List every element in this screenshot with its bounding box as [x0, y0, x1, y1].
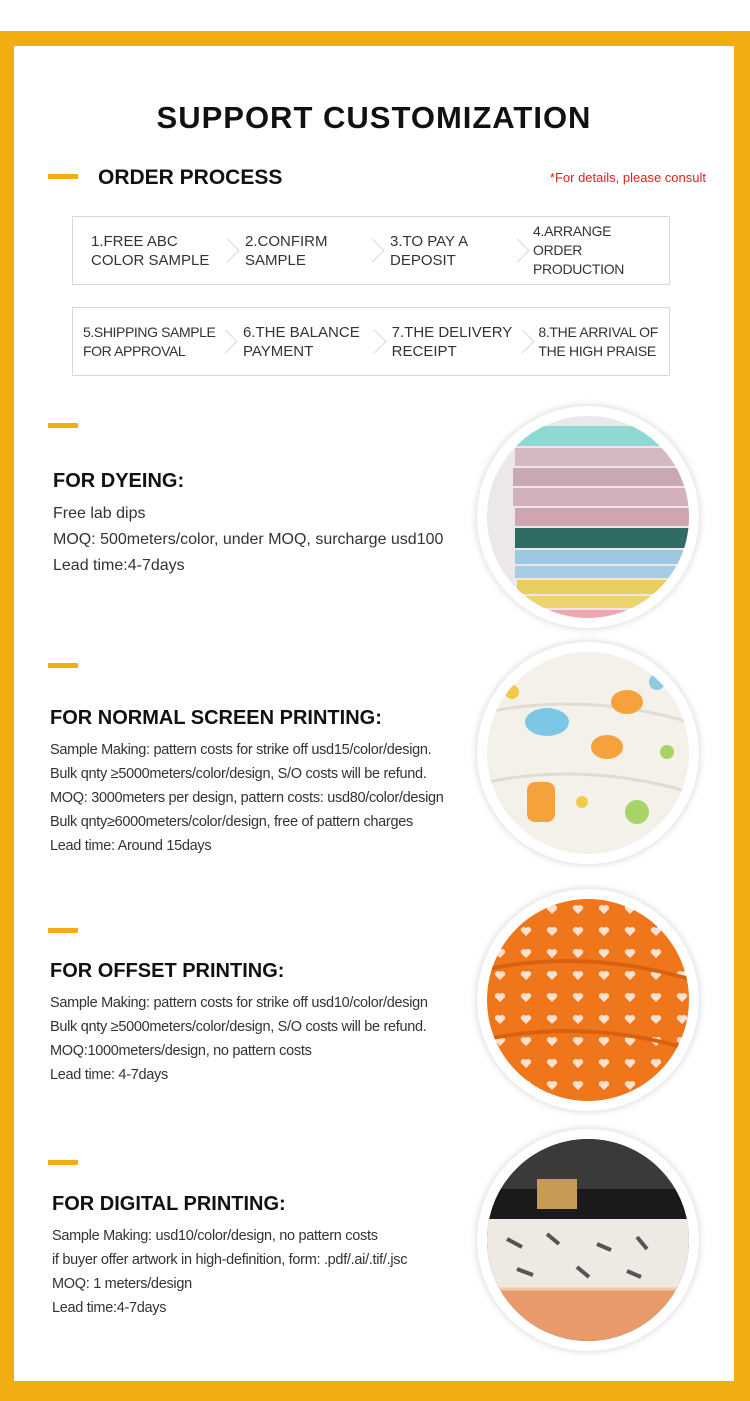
digital-printing-details: [52, 1224, 407, 1320]
offset-printing-title: FOR OFFSET PRINTING:: [50, 960, 285, 982]
detail-line: MOQ: 1 meters/design: [52, 1276, 192, 1292]
detail-line: Lead time:4-7days: [53, 557, 185, 574]
step-2: [227, 217, 372, 284]
page-frame: [0, 31, 750, 1401]
step-label: 4.ARRANGE ORDER PRODUCTION: [533, 223, 625, 277]
accent-bar: [48, 928, 78, 933]
detail-line: MOQ: 3000meters per design, pattern costs: usd80/color/design: [50, 790, 444, 806]
step-label: 3.TO PAY A DEPOSIT: [390, 232, 468, 269]
detail-line: Bulk qnty ≥5000meters/color/design, S/O costs will be refund.: [50, 766, 427, 782]
order-process-title: ORDER PROCESS: [98, 166, 283, 189]
detail-line: Sample Making: usd10/color/design, no pattern costs: [52, 1228, 378, 1244]
screen-printing-title: FOR NORMAL SCREEN PRINTING:: [50, 707, 382, 729]
step-5: [73, 308, 225, 375]
detail-line: Lead time:4-7days: [52, 1300, 167, 1316]
detail-line: Free lab dips: [53, 505, 146, 522]
consult-note: *For details, please consult: [549, 170, 706, 185]
step-7: [374, 308, 523, 375]
accent-bar: [48, 423, 78, 428]
main-title: SUPPORT CUSTOMIZATION: [156, 100, 592, 135]
accent-bar: [48, 174, 78, 179]
accent-bar: [48, 663, 78, 668]
detail-line: Lead time: 4-7days: [50, 1067, 168, 1083]
detail-line: Bulk qnty ≥5000meters/color/design, S/O costs will be refund.: [50, 1019, 427, 1035]
digital-printing-title: FOR DIGITAL PRINTING:: [52, 1193, 286, 1215]
step-label: 6.THE BALANCE PAYMENT: [243, 323, 360, 360]
detail-line: Sample Making: pattern costs for strike off usd15/color/design.: [50, 742, 432, 758]
step-8: [522, 308, 669, 375]
step-6: [225, 308, 374, 375]
step-1: [73, 217, 227, 284]
detail-line: Lead time: Around 15days: [50, 838, 212, 854]
animal-print-fabric-image: [477, 642, 699, 864]
screen-printing-details: [50, 738, 444, 858]
detail-line: MOQ: 500meters/color, under MOQ, surcharge usd100: [53, 531, 444, 548]
step-label: 1.FREE ABC COLOR SAMPLE: [91, 232, 210, 269]
offset-printing-details: [50, 991, 428, 1087]
dyeing-title: FOR DYEING:: [53, 470, 185, 492]
step-label: 5.SHIPPING SAMPLE FOR APPROVAL: [83, 323, 216, 359]
step-label: 2.CONFIRM SAMPLE: [245, 232, 328, 269]
accent-bar: [48, 1160, 78, 1165]
step-4: [517, 217, 669, 284]
heart-print-fabric-image: [477, 889, 699, 1111]
steps-row-1: [72, 216, 670, 285]
dyeing-details: [53, 501, 443, 579]
step-3: [372, 217, 517, 284]
step-label: 8.THE ARRIVAL OF THE HIGH PRAISE: [538, 323, 659, 359]
steps-row-2: [72, 307, 670, 376]
dyed-fabric-image: [477, 406, 699, 628]
detail-line: if buyer offer artwork in high-definition, form: .pdf/.ai/.tif/.jsc: [52, 1252, 408, 1268]
step-label: 7.THE DELIVERY RECEIPT: [391, 323, 513, 360]
detail-line: Bulk qnty≥6000meters/color/design, free of pattern charges: [50, 814, 413, 830]
content-panel: [14, 46, 734, 1381]
digital-printer-image: [477, 1129, 699, 1351]
detail-line: Sample Making: pattern costs for strike off usd10/color/design: [50, 995, 428, 1011]
detail-line: MOQ:1000meters/design, no pattern costs: [50, 1043, 312, 1059]
